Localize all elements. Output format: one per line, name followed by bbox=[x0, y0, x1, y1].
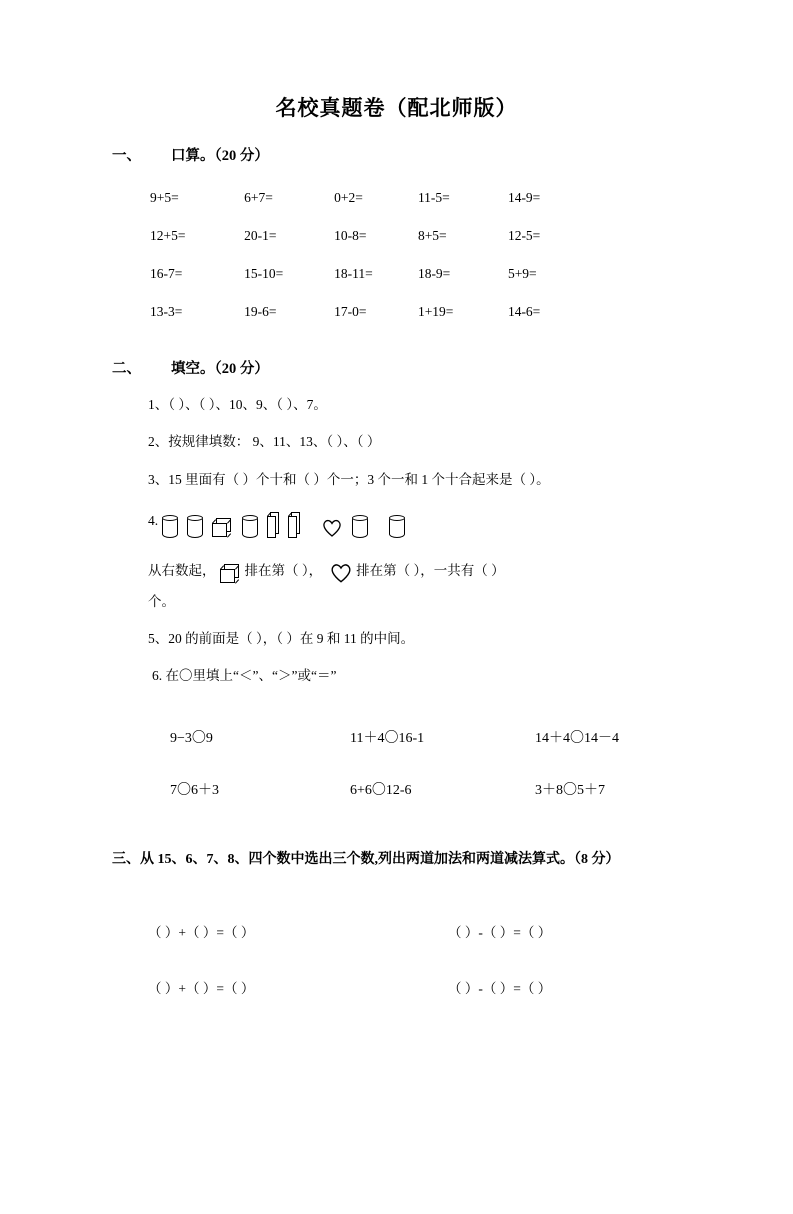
cuboid-icon bbox=[288, 512, 300, 538]
heart-icon bbox=[321, 518, 343, 538]
comparison-item: 7〇6＋3 bbox=[170, 782, 219, 798]
oral-item: 0+2= bbox=[334, 190, 363, 205]
oral-item: 1+19= bbox=[417, 304, 454, 319]
oral-item: 18-11= bbox=[334, 266, 373, 281]
comparison-item: 11＋4〇16-1 bbox=[350, 730, 425, 746]
oral-item: 14-9= bbox=[507, 190, 541, 205]
cuboid-icon bbox=[267, 512, 279, 538]
comparison-item: 3＋8〇5＋7 bbox=[535, 782, 605, 798]
equation-blanks-table bbox=[148, 903, 668, 1015]
fill-item-4-prefix: 从右数起， bbox=[148, 562, 216, 578]
cylinder-icon bbox=[162, 516, 178, 538]
cube-icon bbox=[220, 564, 241, 583]
oral-item: 8+5= bbox=[417, 228, 447, 243]
oral-item: 11-5= bbox=[417, 190, 450, 205]
fill-item-1: 1、（ ）、（ ）、10、9、（ ）、7。 bbox=[148, 397, 327, 412]
oral-item: 5+9= bbox=[507, 266, 537, 281]
cylinder-icon bbox=[242, 516, 258, 538]
subtraction-blank: （ ）-（ ）=（ ） bbox=[448, 981, 552, 997]
oral-item: 19-6= bbox=[244, 304, 277, 319]
fill-item-4-end: 个。 bbox=[148, 593, 175, 609]
oral-item: 6+7= bbox=[244, 190, 273, 205]
oral-item: 15-10= bbox=[244, 266, 284, 281]
section-2-label: 填空。（20 分） bbox=[171, 361, 269, 377]
oral-item: 9+5= bbox=[150, 190, 179, 205]
fill-item-4-mid: 排在第（ ）， bbox=[244, 562, 323, 578]
oral-item: 13-3= bbox=[150, 304, 183, 319]
comparison-item: 9−3〇9 bbox=[170, 730, 213, 746]
section-2-heading bbox=[112, 357, 793, 378]
addition-blank: （ ）+（ ）=（ ） bbox=[148, 925, 255, 941]
section-2-number: 二、 bbox=[112, 361, 141, 377]
comparison-table bbox=[170, 711, 650, 815]
cube-icon bbox=[212, 518, 233, 537]
page-title: 名校真题卷（配北师版） bbox=[275, 96, 518, 120]
table-row bbox=[150, 179, 600, 217]
oral-item: 14-6= bbox=[507, 304, 541, 319]
fill-item-4-shapes bbox=[148, 504, 793, 538]
section-3-heading: 三、从 15、6、7、8、四个数中选出三个数,列出两道加法和两道减法算式。（8 分） bbox=[112, 851, 620, 867]
section-1-label: 口算。（20 分） bbox=[171, 148, 269, 164]
table-row bbox=[150, 255, 600, 293]
heart-icon bbox=[329, 562, 353, 584]
table-row bbox=[170, 711, 650, 763]
fill-item-3: 3、15 里面有（ ）个十和（ ）个一；3 个一和 1 个十合起来是（ ）。 bbox=[148, 471, 550, 487]
cylinder-icon bbox=[389, 516, 405, 538]
table-row bbox=[150, 293, 600, 331]
fill-item-4-question bbox=[148, 554, 793, 584]
subtraction-blank: （ ）-（ ）=（ ） bbox=[448, 925, 552, 941]
addition-blank: （ ）+（ ）=（ ） bbox=[148, 981, 255, 997]
oral-item: 20-1= bbox=[244, 228, 277, 243]
oral-item: 12-5= bbox=[507, 228, 541, 243]
oral-item: 18-9= bbox=[417, 266, 451, 281]
table-row bbox=[150, 217, 600, 255]
table-row bbox=[170, 763, 650, 815]
fill-item-5: 5、20 的前面是（ ），（ ）在 9 和 11 的中间。 bbox=[148, 631, 415, 646]
oral-calculation-table bbox=[150, 179, 600, 331]
fill-item-6: 6. 在〇里填上“＜”、“＞”或“＝” bbox=[152, 668, 337, 684]
exam-page bbox=[0, 92, 793, 1214]
comparison-item: 14＋4〇14－4 bbox=[535, 730, 619, 746]
fill-item-4-mid2: 排在第（ ），一共有（ ） bbox=[356, 562, 505, 578]
table-row bbox=[148, 959, 668, 1015]
oral-item: 10-8= bbox=[334, 228, 367, 243]
cylinder-icon bbox=[187, 516, 203, 538]
section-1-number: 一、 bbox=[112, 148, 141, 164]
fill-item-2: 2、按规律填数： 9、11、13、（ ）、（ ） bbox=[148, 434, 381, 450]
cylinder-icon bbox=[352, 516, 368, 538]
section-1-heading bbox=[112, 144, 793, 165]
oral-item: 17-0= bbox=[334, 304, 367, 319]
fill-item-4-number: 4. bbox=[148, 512, 159, 528]
oral-item: 16-7= bbox=[150, 266, 183, 281]
table-row bbox=[148, 903, 668, 959]
comparison-item: 6+6〇12-6 bbox=[350, 782, 412, 798]
oral-item: 12+5= bbox=[150, 228, 186, 243]
